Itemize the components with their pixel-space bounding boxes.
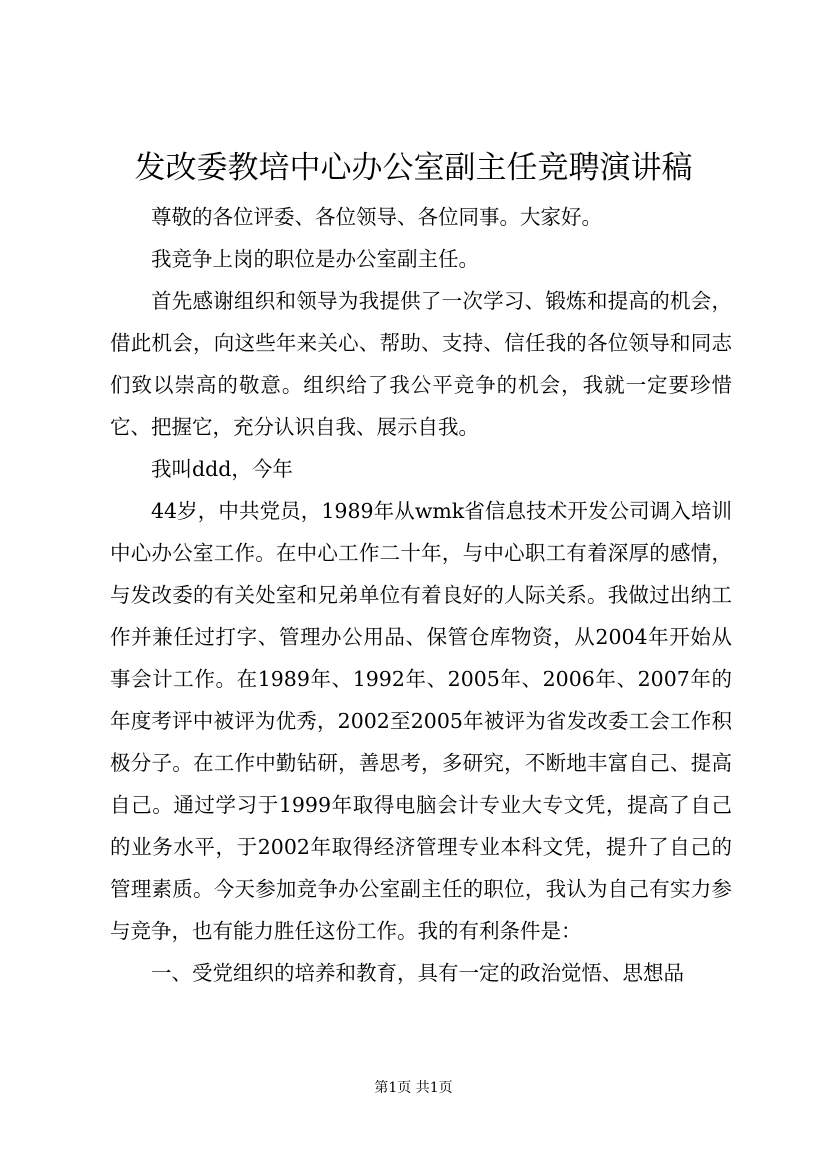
paragraph-position: 我竞争上岗的职位是办公室副主任。 xyxy=(151,247,479,271)
document-body xyxy=(110,196,732,994)
paragraph-name: 我叫ddd，今年 xyxy=(151,457,293,481)
paragraph-thanks: 首先感谢组织和领导为我提供了一次学习、锻炼和提高的机会，借此机会，向这些年来关心、帮助、支持、信任我的各位领导和同志们致以崇高的敬意。组织给了我公平竞争的机会，我就一定要珍惜它、把握它，充分认识自我、展示自我。 xyxy=(110,289,732,439)
paragraph-background: 44岁，中共党员，1989年从wmk省信息技术开发公司调入培训中心办公室工作。在中心工作二十年，与中心职工有着深厚的感情，与发改委的有关处室和兄弟单位有着良好的人际关系。我做过出纳工作并兼任过打字、管理办公用品、保管仓库物资，从2004年开始从事会计工作。在1989年、1992年、2005年、2006年、2007年的年度考评中被评为优秀，2002至2005年被评为省发改委工会工作积极分子。在工作中勤钻研，善思考，多研究，不断地丰富自己、提高自己。通过学习于1999年取得电脑会计专业大专文凭，提高了自己的业务水平，于2002年取得经济管理专业本科文凭，提升了自己的管理素质。今天参加竞争办公室副主任的职位，我认为自己有实力参与竞争，也有能力胜任这份工作。我的有利条件是： xyxy=(110,499,732,943)
document-title: 发改委教培中心办公室副主任竞聘演讲稿 xyxy=(134,150,693,186)
paragraph-conditions: 一、受党组织的培养和教育，具有一定的政治觉悟、思想品 xyxy=(151,961,684,985)
paragraph-greeting: 尊敬的各位评委、各位领导、各位同事。大家好。 xyxy=(151,205,602,229)
page-footer: 第1页 共1页 xyxy=(374,1080,453,1096)
